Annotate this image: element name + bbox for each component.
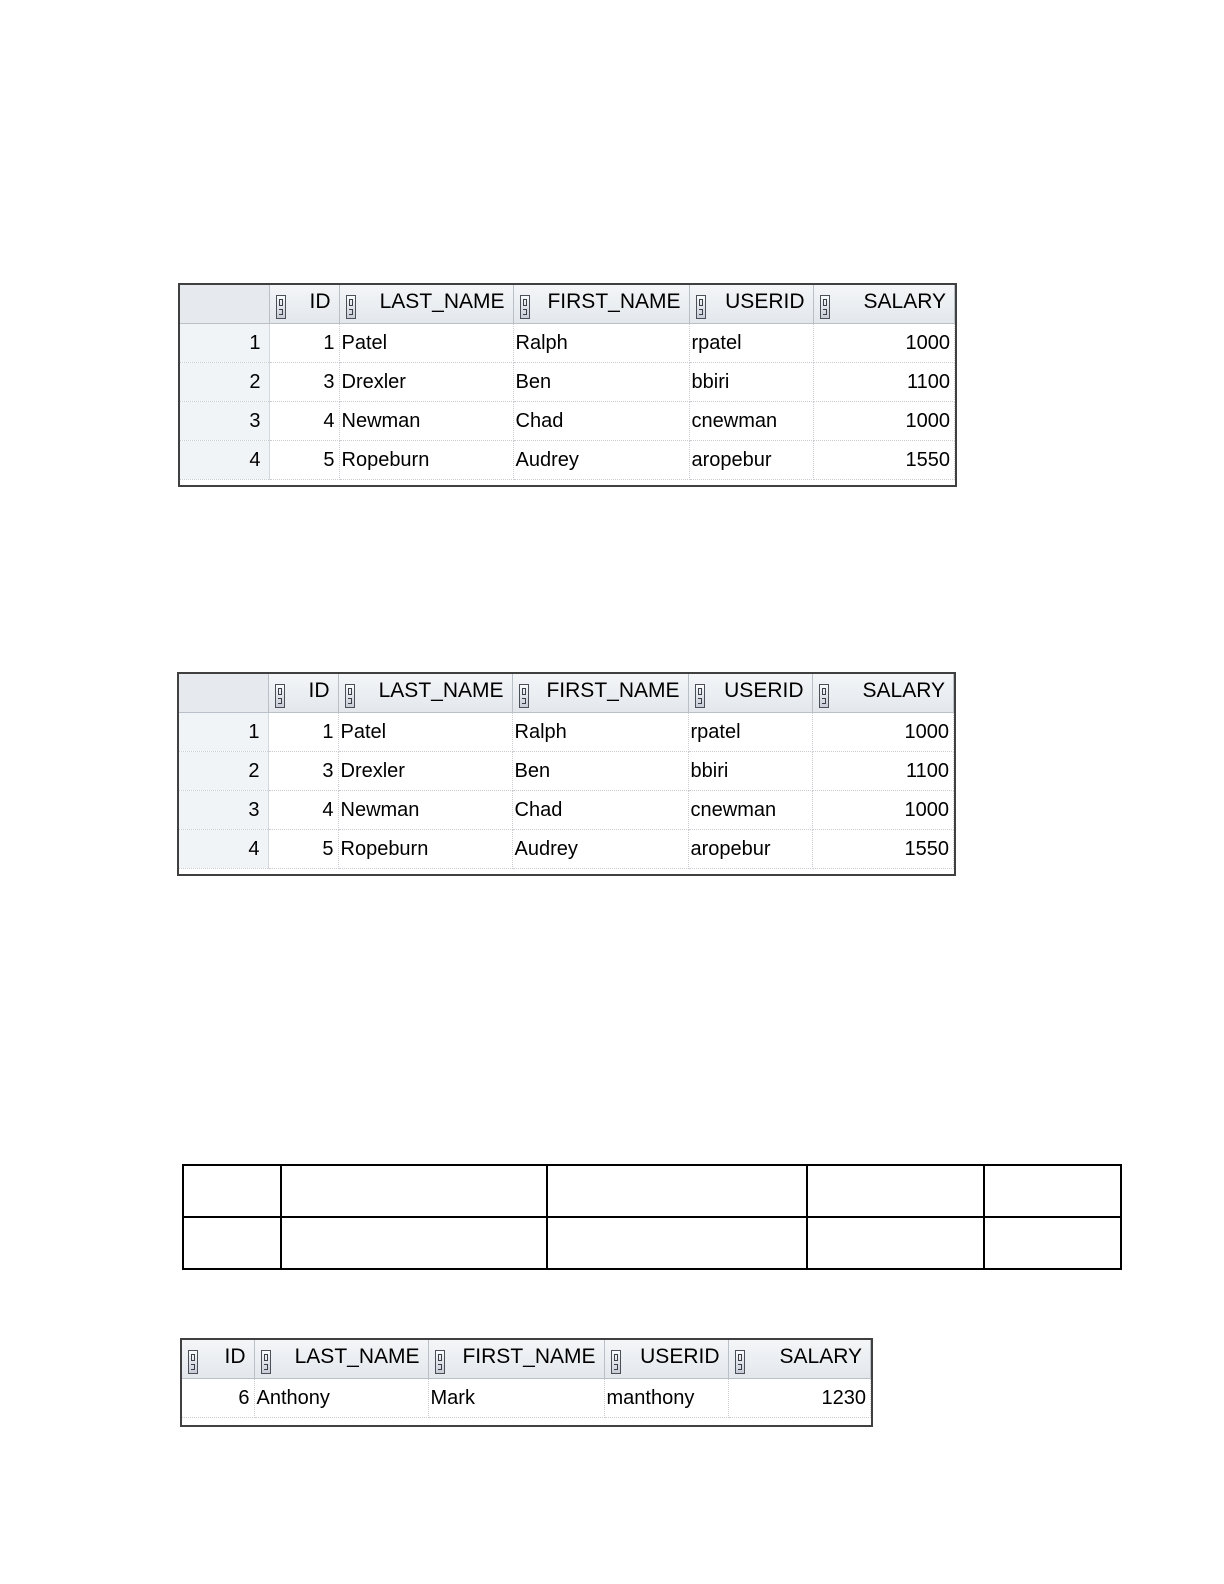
column-header-salary[interactable]: SALARY xyxy=(812,674,954,713)
cell-last-name[interactable]: Ropeburn xyxy=(338,830,512,869)
column-header-userid[interactable]: USERID xyxy=(688,674,812,713)
cell-first-name[interactable]: Ben xyxy=(513,363,689,402)
cell-first-name[interactable]: Audrey xyxy=(512,830,688,869)
table-row[interactable] xyxy=(179,713,954,752)
header-row xyxy=(179,674,954,713)
sort-az-icon xyxy=(261,1350,271,1374)
result-table-2 xyxy=(179,674,954,869)
cell-userid[interactable]: manthony xyxy=(604,1379,728,1418)
column-header-first-name[interactable]: FIRST_NAME xyxy=(428,1340,604,1379)
cell-last-name[interactable]: Drexler xyxy=(339,363,513,402)
cell-last-name[interactable]: Patel xyxy=(338,713,512,752)
cell-userid[interactable]: bbiri xyxy=(689,363,813,402)
empty-cell xyxy=(547,1165,807,1217)
header-row xyxy=(182,1340,871,1379)
column-header-id[interactable]: ID xyxy=(182,1340,254,1379)
sort-az-icon xyxy=(735,1350,745,1374)
table-row[interactable] xyxy=(180,402,955,441)
result-table-1 xyxy=(180,285,955,480)
sort-az-icon xyxy=(435,1350,445,1374)
empty-cell xyxy=(984,1217,1121,1269)
empty-cell xyxy=(984,1165,1121,1217)
cell-id[interactable]: 4 xyxy=(268,791,338,830)
sort-az-icon xyxy=(345,684,355,708)
cell-first-name[interactable]: Ben xyxy=(512,752,688,791)
cell-userid[interactable]: aropebur xyxy=(688,830,812,869)
sort-az-icon xyxy=(611,1350,621,1374)
table-row[interactable] xyxy=(180,324,955,363)
empty-cell xyxy=(547,1217,807,1269)
row-number: 1 xyxy=(180,324,269,363)
cell-last-name[interactable]: Drexler xyxy=(338,752,512,791)
cell-salary[interactable]: 1230 xyxy=(728,1379,871,1418)
sort-az-icon xyxy=(519,684,529,708)
column-header-last-name[interactable]: LAST_NAME xyxy=(339,285,513,324)
cell-first-name[interactable]: Audrey xyxy=(513,441,689,480)
column-header-first-name[interactable]: FIRST_NAME xyxy=(513,285,689,324)
cell-userid[interactable]: bbiri xyxy=(688,752,812,791)
empty-cell xyxy=(183,1217,281,1269)
cell-id[interactable]: 4 xyxy=(269,402,339,441)
sort-az-icon xyxy=(520,295,530,319)
cell-salary[interactable]: 1550 xyxy=(812,830,954,869)
cell-userid[interactable]: cnewman xyxy=(688,791,812,830)
sort-az-icon xyxy=(275,684,285,708)
row-number: 3 xyxy=(179,791,268,830)
empty-row xyxy=(183,1217,1121,1269)
column-header-last-name[interactable]: LAST_NAME xyxy=(338,674,512,713)
cell-salary[interactable]: 1000 xyxy=(812,713,954,752)
result-table-3 xyxy=(182,1340,871,1418)
result-grid-1 xyxy=(178,283,957,487)
table-row[interactable] xyxy=(179,752,954,791)
table-row[interactable] xyxy=(179,791,954,830)
cell-first-name[interactable]: Ralph xyxy=(512,713,688,752)
cell-salary[interactable]: 1000 xyxy=(813,402,955,441)
cell-id[interactable]: 3 xyxy=(268,752,338,791)
row-number: 4 xyxy=(180,441,269,480)
cell-id[interactable]: 1 xyxy=(268,713,338,752)
cell-userid[interactable]: aropebur xyxy=(689,441,813,480)
empty-cell xyxy=(281,1165,547,1217)
sort-az-icon xyxy=(695,684,705,708)
table-row[interactable] xyxy=(180,441,955,480)
cell-id[interactable]: 3 xyxy=(269,363,339,402)
cell-userid[interactable]: cnewman xyxy=(689,402,813,441)
cell-last-name[interactable]: Newman xyxy=(339,402,513,441)
cell-salary[interactable]: 1000 xyxy=(812,791,954,830)
sort-az-icon xyxy=(820,295,830,319)
row-number: 3 xyxy=(180,402,269,441)
cell-salary[interactable]: 1550 xyxy=(813,441,955,480)
row-number: 2 xyxy=(179,752,268,791)
cell-last-name[interactable]: Anthony xyxy=(254,1379,428,1418)
cell-userid[interactable]: rpatel xyxy=(689,324,813,363)
sort-az-icon xyxy=(276,295,286,319)
cell-first-name[interactable]: Chad xyxy=(512,791,688,830)
column-header-last-name[interactable]: LAST_NAME xyxy=(254,1340,428,1379)
empty-cell xyxy=(807,1217,984,1269)
empty-cell xyxy=(807,1165,984,1217)
table-row[interactable] xyxy=(180,363,955,402)
cell-id[interactable]: 5 xyxy=(269,441,339,480)
cell-id[interactable]: 5 xyxy=(268,830,338,869)
column-header-salary[interactable]: SALARY xyxy=(813,285,955,324)
column-header-id[interactable]: ID xyxy=(268,674,338,713)
column-header-id[interactable]: ID xyxy=(269,285,339,324)
header-row xyxy=(180,285,955,324)
sort-az-icon xyxy=(188,1350,198,1374)
sort-az-icon xyxy=(819,684,829,708)
cell-first-name[interactable]: Mark xyxy=(428,1379,604,1418)
cell-first-name[interactable]: Ralph xyxy=(513,324,689,363)
cell-first-name[interactable]: Chad xyxy=(513,402,689,441)
sort-az-icon xyxy=(346,295,356,319)
empty-table xyxy=(182,1164,1122,1270)
sort-az-icon xyxy=(696,295,706,319)
empty-cell xyxy=(281,1217,547,1269)
cell-id[interactable]: 1 xyxy=(269,324,339,363)
column-header-first-name[interactable]: FIRST_NAME xyxy=(512,674,688,713)
result-grid-2 xyxy=(177,672,956,876)
cell-last-name[interactable]: Newman xyxy=(338,791,512,830)
row-number-header xyxy=(180,285,269,324)
table-row[interactable] xyxy=(179,830,954,869)
cell-salary[interactable]: 1100 xyxy=(813,363,955,402)
cell-salary[interactable]: 1100 xyxy=(812,752,954,791)
cell-id[interactable]: 6 xyxy=(182,1379,254,1418)
row-number: 4 xyxy=(179,830,268,869)
cell-userid[interactable]: rpatel xyxy=(688,713,812,752)
empty-row xyxy=(183,1165,1121,1217)
empty-cell xyxy=(183,1165,281,1217)
row-number: 1 xyxy=(179,713,268,752)
row-number: 2 xyxy=(180,363,269,402)
result-grid-3 xyxy=(180,1338,873,1427)
row-number-header xyxy=(179,674,268,713)
table-row[interactable] xyxy=(182,1379,871,1418)
cell-salary[interactable]: 1000 xyxy=(813,324,955,363)
cell-last-name[interactable]: Ropeburn xyxy=(339,441,513,480)
column-header-salary[interactable]: SALARY xyxy=(728,1340,871,1379)
cell-last-name[interactable]: Patel xyxy=(339,324,513,363)
column-header-userid[interactable]: USERID xyxy=(689,285,813,324)
column-header-userid[interactable]: USERID xyxy=(604,1340,728,1379)
